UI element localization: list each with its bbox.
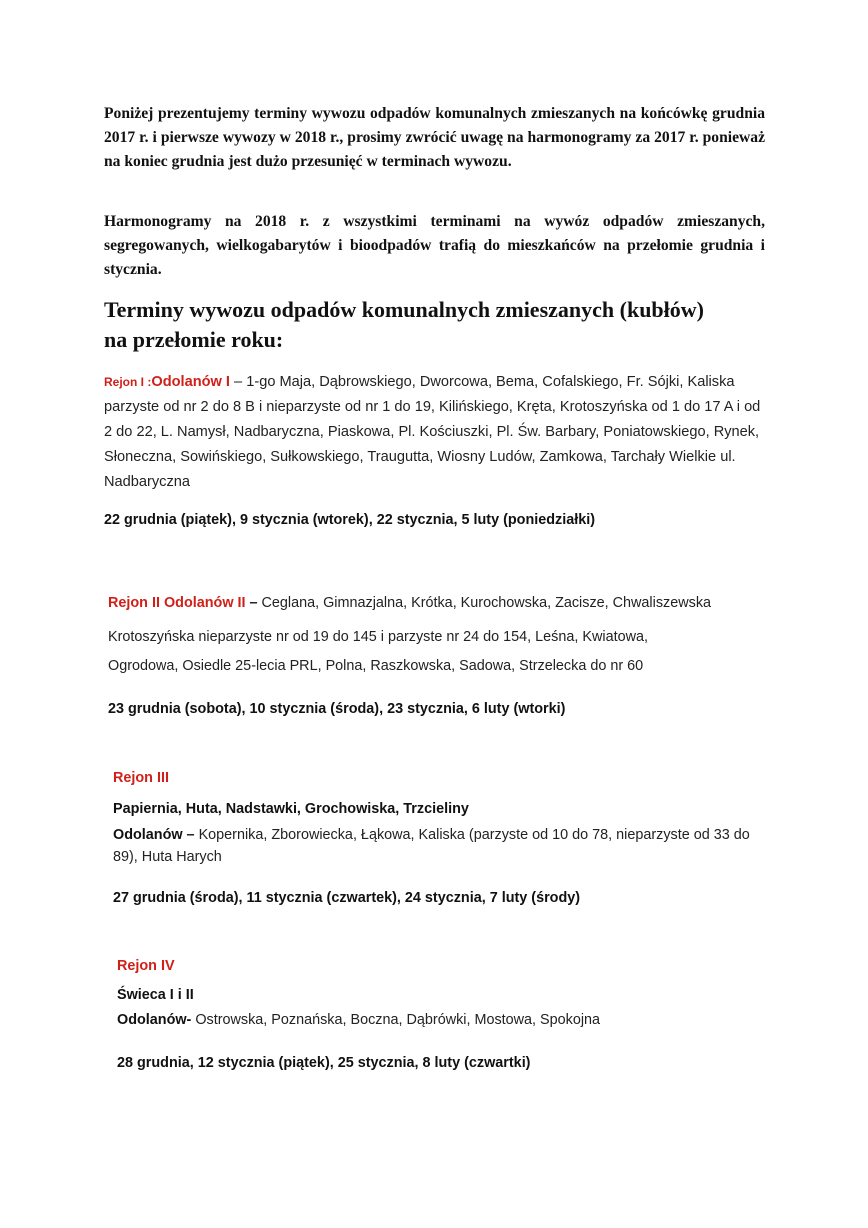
rejon-2-dates: 23 grudnia (sobota), 10 stycznia (środa), 23 stycznia, 6 luty (wtorki) bbox=[108, 701, 566, 717]
page-title-line-2: na przełomie roku: bbox=[104, 327, 284, 352]
rejon-1-dash: – bbox=[230, 374, 247, 390]
rejon-4-villages: Świeca I i II bbox=[117, 987, 194, 1003]
rejon-2-dash: – bbox=[245, 595, 262, 611]
rejon-1-streets bbox=[104, 370, 764, 495]
rejon-4-street-list: Ostrowska, Poznańska, Boczna, Dąbrówki, Mostowa, Spokojna bbox=[191, 1012, 601, 1028]
rejon-3-dash: – bbox=[182, 827, 199, 843]
rejon-1-dates: 22 grudnia (piątek), 9 stycznia (wtorek), 22 stycznia, 5 luty (poniedziałki) bbox=[104, 512, 596, 528]
rejon-3-street-list: Kopernika, Zborowiecka, Łąkowa, Kaliska (parzyste od 10 do 78, nieparzyste od 33 do 89), Huta Harych bbox=[113, 827, 750, 865]
rejon-3-villages: Papiernia, Huta, Nadstawki, Grochowiska, Trzcieliny bbox=[113, 801, 469, 817]
rejon-4-dates: 28 grudnia, 12 stycznia (piątek), 25 stycznia, 8 luty (czwartki) bbox=[117, 1055, 531, 1071]
rejon-4-town: Odolanów- bbox=[117, 1012, 192, 1028]
rejon-3-name: Rejon III bbox=[113, 770, 169, 786]
intro-paragraph-2: Harmonogramy na 2018 r. z wszystkimi terminami na wywóz odpadów zmieszanych, segregowanych, wielkogabarytów i bioodpadów trafią do mieszkańców na przełomie grudnia i stycznia. bbox=[104, 213, 765, 278]
rejon-1-prefix: Rejon I : bbox=[104, 375, 152, 389]
page-title-line-1: Terminy wywozu odpadów komunalnych zmieszanych (kubłów) bbox=[104, 297, 704, 322]
rejon-1-name: Odolanów I bbox=[151, 374, 230, 390]
rejon-3-dates: 27 grudnia (środa), 11 stycznia (czwartek), 24 stycznia, 7 luty (środy) bbox=[113, 890, 581, 906]
rejon-4-streets bbox=[117, 1010, 767, 1030]
rejon-2-name: Rejon II Odolanów II bbox=[108, 595, 246, 611]
rejon-2-streets-1: Ceglana, Gimnazjalna, Krótka, Kurochowska, Zacisze, Chwaliszewska bbox=[261, 595, 712, 611]
page-title bbox=[104, 295, 804, 355]
rejon-2-line-1 bbox=[108, 593, 808, 613]
rejon-1-street-list: 1-go Maja, Dąbrowskiego, Dworcowa, Bema, Cofalskiego, Fr. Sójki, Kaliska parzyste od nr 2 do 8 B i nieparzyste od nr 1 do 19, Kilińskiego, Kręta, Krotoszyńska od 1 do 17 A i od 2 do 22, L. Namysł, Nadbaryczna, Piaskowa, Pl. Kościuszki, Pl. Św. Barbary, Poniatowskiego, Rynek, Słoneczna, Sowińskiego, Sułkowskiego, Traugutta, Wiosny Ludów, Zamkowa, Tarchały Wielkie ul. Nadbaryczna bbox=[104, 374, 761, 490]
rejon-2-line-2: Krotoszyńska nieparzyste nr od 19 do 145 i parzyste nr 24 do 154, Leśna, Kwiatowa, bbox=[108, 629, 648, 645]
rejon-3-streets bbox=[113, 824, 763, 868]
intro-paragraph-1: Poniżej prezentujemy terminy wywozu odpadów komunalnych zmieszanych na końcówkę grudnia 2017 r. i pierwsze wywozy w 2018 r., prosimy zwrócić uwagę na harmonogramy za 2017 r. ponieważ na koniec grudnia jest dużo przesunięć w terminach wywozu. bbox=[104, 105, 765, 170]
rejon-2-line-3: Ogrodowa, Osiedle 25-lecia PRL, Polna, Raszkowska, Sadowa, Strzelecka do nr 60 bbox=[108, 658, 644, 674]
rejon-3-town: Odolanów bbox=[113, 827, 183, 843]
rejon-4-name: Rejon IV bbox=[117, 958, 175, 974]
